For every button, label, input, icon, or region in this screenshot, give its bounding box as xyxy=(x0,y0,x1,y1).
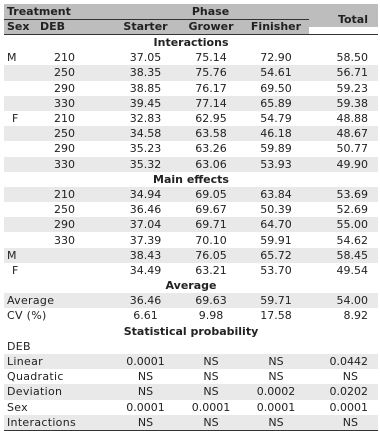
header-row-2 xyxy=(4,20,378,35)
section-statistical-probability: Statistical probability xyxy=(123,324,259,338)
table-row: Sex 0.0001 0.0001 0.0001 0.0001 xyxy=(7,400,369,414)
table-row: DEB xyxy=(7,339,31,353)
table-row: Deviation NS NS 0.0002 0.0202 xyxy=(4,384,378,399)
table-row: 250 34.58 63.58 46.18 48.67 xyxy=(4,126,378,141)
finisher-header: Finisher xyxy=(243,20,309,35)
table-row: 330 37.39 70.10 59.91 54.62 xyxy=(54,233,369,247)
treatment-header: Treatment xyxy=(4,4,112,20)
grower-header: Grower xyxy=(179,20,243,35)
section-interactions: Interactions xyxy=(153,36,229,50)
data-table xyxy=(4,4,378,431)
table-row: CV (%) 6.61 9.98 17.58 8.92 xyxy=(7,309,369,323)
table-row: 250 36.46 69.67 50.39 52.69 xyxy=(54,203,369,217)
table-row: 290 35.23 63.26 59.89 50.77 xyxy=(54,142,369,156)
section-average: Average xyxy=(165,279,217,293)
table-row: 210 34.94 69.05 63.84 53.69 xyxy=(4,187,378,202)
table-row: 330 35.32 63.06 53.93 49.90 xyxy=(4,157,378,172)
table-row: Interactions NS NS NS NS xyxy=(4,415,378,431)
table-row: 290 38.85 76.17 69.50 59.23 xyxy=(54,81,369,95)
starter-header: Starter xyxy=(112,20,179,35)
section-main-effects: Main effects xyxy=(153,172,229,186)
table-row: M 38.43 76.05 65.72 58.45 xyxy=(4,248,378,263)
table-row: Average 36.46 69.63 59.71 54.00 xyxy=(4,293,378,308)
table-row: F 34.49 63.21 53.70 49.54 xyxy=(12,263,369,277)
phase-header: Phase xyxy=(112,4,309,20)
deb-header: DEB xyxy=(32,20,112,35)
table-body xyxy=(4,35,378,431)
table-row: Quadratic NS NS NS NS xyxy=(7,370,359,384)
table-row: F 210 32.83 62.95 54.79 48.88 xyxy=(12,112,369,126)
total-header: Total xyxy=(309,13,378,28)
sex-header: Sex xyxy=(4,20,32,35)
table-row: Linear 0.0001 NS NS 0.0442 xyxy=(4,354,378,369)
table-row: 250 38.35 75.76 54.61 56.71 xyxy=(4,65,378,80)
table-row: M 210 37.05 75.14 72.90 58.50 xyxy=(7,51,369,65)
table-row: 290 37.04 69.71 64.70 55.00 xyxy=(4,217,378,232)
table-row: 330 39.45 77.14 65.89 59.38 xyxy=(4,96,378,111)
